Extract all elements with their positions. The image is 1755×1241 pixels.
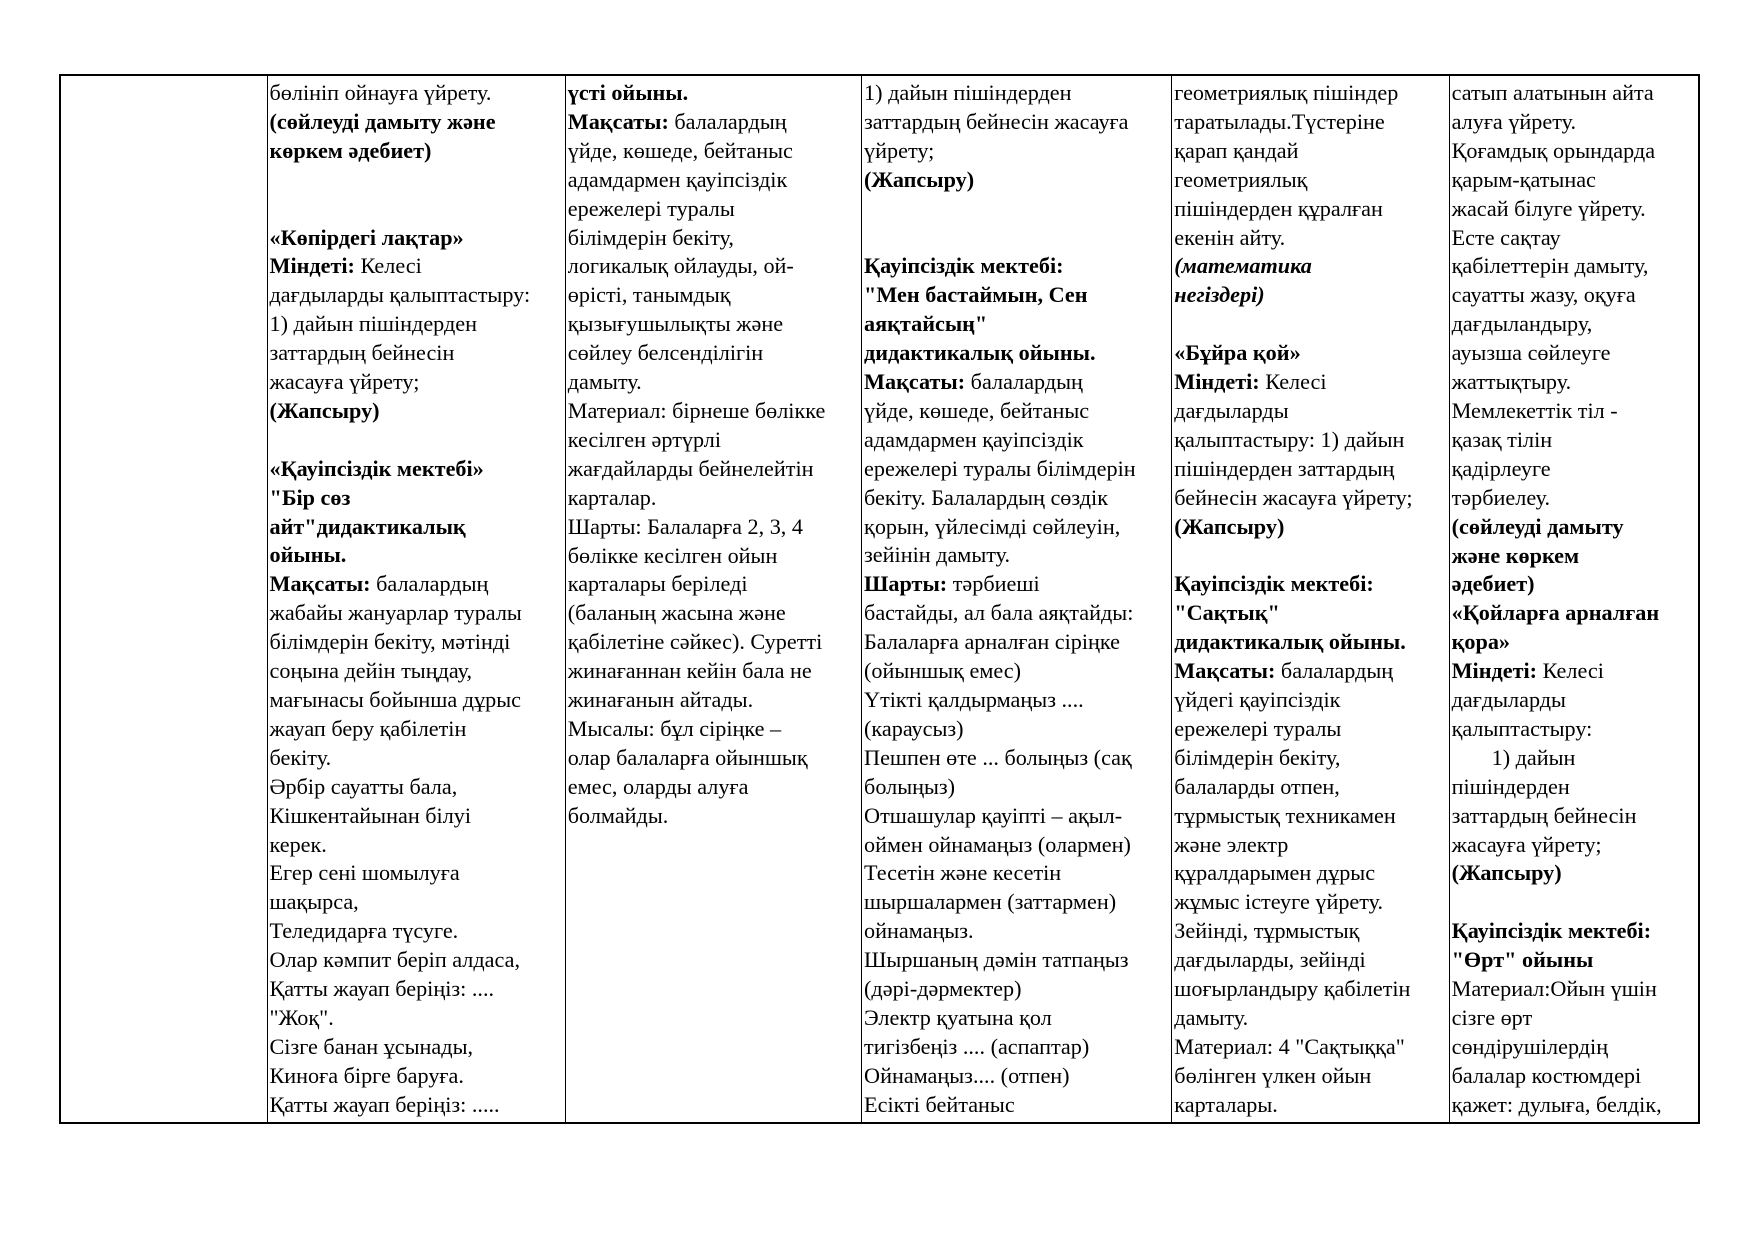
text-line: (караусыз) bbox=[864, 715, 964, 741]
text-line: карталары беріледі bbox=[567, 571, 748, 597]
line-text: балалардың bbox=[965, 369, 1083, 395]
text-line: Қатты жауап беріңіз: .... bbox=[269, 976, 495, 1002]
bold-label: Міндеті: bbox=[1174, 369, 1260, 395]
text-line: заттардың бейнесін жасауға bbox=[864, 108, 1129, 134]
text-line: көркем әдебиет) bbox=[269, 137, 432, 163]
text-line: тұрмыстық техникамен bbox=[1174, 802, 1396, 828]
text-line: дамыту. bbox=[1174, 1004, 1249, 1030]
text-line: (Жапсыру) bbox=[1451, 860, 1562, 886]
text-line: адамдармен қауіпсіздік bbox=[864, 426, 1084, 452]
text-line bbox=[568, 108, 861, 137]
text-line: "Сақтық" bbox=[1174, 600, 1280, 626]
text-line: ережелері туралы bbox=[1174, 715, 1342, 741]
text-line: жауап беру қабілетін bbox=[269, 715, 467, 741]
table-column-3 bbox=[566, 76, 862, 1122]
bold-label: Мақсаты: bbox=[864, 369, 966, 395]
text-line: зейінін дамыту. bbox=[864, 542, 1011, 568]
text-line: жасауға үйрету; bbox=[1451, 831, 1602, 857]
text-line: геометриялық bbox=[1174, 166, 1308, 192]
text-line: пішіндерден құралған bbox=[1174, 195, 1383, 221]
text-line: шақырса, bbox=[269, 889, 359, 915]
text-line: қажет: дулыға, белдік, bbox=[1451, 1091, 1662, 1117]
plan-table bbox=[59, 74, 1700, 1124]
text-line: құралдарымен дұрыс bbox=[1174, 860, 1376, 886]
text-line: жасауға үйрету; bbox=[269, 369, 420, 395]
text-line: және көркем bbox=[1451, 542, 1580, 568]
text-line: заттардың бейнесін bbox=[1451, 802, 1637, 828]
text-line: бастайды, ал бала аяқтайды: bbox=[864, 600, 1134, 626]
text-line: жинағаннан кейін бала не bbox=[567, 658, 812, 684]
text-line: олар балаларға ойыншық bbox=[567, 744, 808, 770]
line-text: балалардың bbox=[1275, 658, 1394, 684]
text-line: (Жапсыру) bbox=[1174, 513, 1285, 539]
text-line: "Бір сөз bbox=[269, 484, 351, 510]
text-line: карталары. bbox=[1174, 1091, 1278, 1117]
text-line: дағдыларды bbox=[1174, 397, 1289, 423]
text-line bbox=[864, 570, 1171, 599]
text-line bbox=[270, 570, 565, 599]
text-line: (Жапсыру) bbox=[864, 166, 975, 192]
text-line: сатып алатынын айта bbox=[1451, 80, 1654, 105]
text-line: сізге өрт bbox=[1451, 1004, 1533, 1030]
text-line: үйде, көшеде, бейтаныс bbox=[567, 137, 793, 163]
text-line: балалар костюмдері bbox=[1451, 1062, 1642, 1088]
text-line: бейнесін жасауға үйрету; bbox=[1174, 484, 1413, 510]
text-line: "Мен бастаймын, Сен bbox=[864, 282, 1088, 308]
table-column-2 bbox=[268, 76, 566, 1122]
text-line: (ойыншық емес) bbox=[864, 658, 1022, 684]
text-line: «Бұйра қой» bbox=[1174, 340, 1301, 366]
text-line: 1) дайын пішіндерден bbox=[864, 80, 1072, 105]
text-line: білімдерін бекіту, мәтінді bbox=[269, 629, 511, 655]
text-line: Егер сені шомылуға bbox=[269, 860, 460, 886]
text-line: балаларды отпен, bbox=[1174, 773, 1340, 799]
text-line: сауатты жазу, оқуға bbox=[1451, 282, 1636, 308]
text-line: бөлінген үлкен ойын bbox=[1174, 1062, 1372, 1088]
bold-label: Міндеті: bbox=[1451, 658, 1538, 684]
text-line: керек. bbox=[269, 831, 327, 857]
text-line: қабілетіне сәйкес). Суретті bbox=[567, 629, 823, 655]
text-line: «Көпірдегі лақтар» bbox=[269, 224, 464, 250]
text-line: ойыны. bbox=[269, 542, 347, 568]
text-line: және электр bbox=[1174, 831, 1289, 857]
text-line: үйдегі қауіпсіздік bbox=[1174, 687, 1341, 712]
text-line: адамдармен қауіпсіздік bbox=[567, 166, 788, 192]
text-line: жұмыс істеуге үйрету. bbox=[1174, 889, 1384, 915]
table-column-6 bbox=[1450, 76, 1698, 1122]
text-line bbox=[1174, 657, 1448, 686]
text-line: "Жоқ". bbox=[269, 1004, 334, 1030]
text-line: дағдыларды bbox=[1451, 687, 1566, 713]
text-line: қорын, үйлесімді сөйлеуін, bbox=[864, 513, 1121, 539]
table-column-4 bbox=[862, 76, 1172, 1122]
text-line: (дәрі-дәрмектер) bbox=[864, 976, 1022, 1002]
text-line: кесілген әртүрлі bbox=[567, 426, 722, 452]
text-line: геометриялық пішіндер bbox=[1174, 80, 1399, 105]
bold-label: Мақсаты: bbox=[567, 108, 669, 134]
text-line: Әрбір сауатты бала, bbox=[269, 773, 458, 799]
text-line: логикалық ойлауды, ой- bbox=[567, 253, 794, 279]
text-line bbox=[1452, 657, 1698, 686]
text-line: үсті ойыны. bbox=[567, 80, 689, 105]
text-line: үйде, көшеде, бейтаныс bbox=[864, 397, 1090, 423]
text-line: (математика bbox=[1174, 253, 1312, 279]
text-line: ережелері туралы bbox=[567, 195, 735, 221]
text-line: айт"дидактикалық bbox=[269, 513, 466, 539]
text-line: мағынасы бойынша дұрыс bbox=[269, 686, 522, 712]
text-line: ойнамаңыз. bbox=[864, 918, 974, 944]
text-line: бөлікке кесілген ойын bbox=[567, 542, 778, 568]
text-line: Қауіпсіздік мектебі: bbox=[1174, 571, 1374, 597]
text-line: үйрету; bbox=[864, 137, 935, 163]
text-line: әдебиет) bbox=[1451, 571, 1535, 597]
text-line: қарап қандай bbox=[1174, 137, 1299, 163]
text-line: Тесетін және кесетін bbox=[864, 860, 1062, 886]
text-line: "Өрт" ойыны bbox=[1451, 947, 1594, 973]
line-text: Келесі bbox=[1537, 658, 1604, 684]
text-line: қызығушылықты және bbox=[567, 311, 784, 337]
text-line bbox=[864, 368, 1171, 397]
text-line bbox=[1174, 368, 1448, 397]
line-text: Келесі bbox=[354, 253, 422, 279]
text-line bbox=[270, 426, 565, 455]
text-line: Есте сақтау bbox=[1451, 224, 1561, 250]
text-line: білімдерін бекіту, bbox=[567, 224, 734, 250]
text-line: Сізге банан ұсынады, bbox=[269, 1033, 474, 1059]
text-line: Қауіпсіздік мектебі: bbox=[1451, 918, 1652, 944]
text-line: Мемлекеттік тіл - bbox=[1451, 397, 1618, 423]
text-line bbox=[270, 195, 565, 224]
text-line bbox=[864, 224, 1171, 253]
text-line: бекіту. bbox=[269, 744, 332, 770]
text-line: дағдыларды қалыптастыру: bbox=[269, 282, 531, 308]
text-line: Киноға бірге баруға. bbox=[269, 1062, 464, 1088]
text-line: сөйлеу белсенділігін bbox=[567, 340, 764, 366]
text-line: бөлініп ойнауға үйрету. bbox=[269, 80, 492, 105]
text-line: (баланың жасына және bbox=[567, 600, 786, 626]
text-line: қадірлеуге bbox=[1451, 455, 1551, 481]
text-line: екенін айту. bbox=[1174, 224, 1286, 250]
text-line: дағдыландыру, bbox=[1451, 311, 1593, 337]
text-line bbox=[270, 252, 565, 281]
table-column-5 bbox=[1172, 76, 1449, 1122]
text-line: Үтікті қалдырмаңыз .... bbox=[864, 687, 1084, 712]
text-line: заттардың бейнесін bbox=[269, 340, 455, 366]
text-line: аяқтайсың" bbox=[864, 311, 988, 337]
text-line: оймен ойнамаңыз (олармен) bbox=[864, 831, 1131, 857]
text-line: Қауіпсіздік мектебі: bbox=[864, 253, 1064, 279]
text-line: емес, оларды алуға bbox=[567, 773, 749, 799]
text-line: тәрбиелеу. bbox=[1451, 484, 1551, 510]
text-line: дамыту. bbox=[567, 369, 642, 395]
text-line: Қатты жауап беріңіз: ..... bbox=[269, 1091, 500, 1117]
text-line: 1) дайын пішіндерден bbox=[269, 311, 477, 337]
text-line: Есікті бейтаныс bbox=[864, 1091, 1015, 1117]
text-line bbox=[1174, 541, 1448, 570]
line-text: Келесі bbox=[1259, 369, 1327, 395]
bold-label: Шарты: bbox=[864, 571, 948, 597]
text-line: ауызша сөйлеуге bbox=[1451, 340, 1611, 366]
text-line: қора» bbox=[1451, 629, 1511, 655]
text-line: дидактикалық ойыны. bbox=[864, 340, 1096, 366]
bold-label: Мақсаты: bbox=[269, 571, 371, 597]
text-line: Ойнамаңыз.... (отпен) bbox=[864, 1062, 1070, 1088]
text-line: бекіту. Балалардың сөздік bbox=[864, 484, 1108, 510]
text-line: қалыптастыру: 1) дайын bbox=[1174, 426, 1405, 452]
text-line: Қоғамдық орындарда bbox=[1451, 137, 1656, 163]
text-line: қарым-қатынас bbox=[1451, 166, 1596, 192]
text-line: карталар. bbox=[567, 484, 657, 510]
bold-label: Міндеті: bbox=[269, 253, 355, 279]
text-line: Балаларға арналған сіріңке bbox=[864, 629, 1120, 655]
text-line: алуға үйрету. bbox=[1451, 108, 1577, 134]
text-line: Олар кәмпит беріп алдаса, bbox=[269, 947, 521, 973]
text-line bbox=[864, 195, 1171, 224]
text-line: болмайды. bbox=[567, 802, 669, 828]
text-line: шоғырландыру қабілетін bbox=[1174, 976, 1411, 1002]
text-line: Зейінді, тұрмыстық bbox=[1174, 918, 1360, 944]
text-line: 1) дайын bbox=[1491, 744, 1576, 770]
text-line: жаттықтыру. bbox=[1451, 369, 1572, 395]
text-line: өрісті, танымдық bbox=[567, 282, 731, 308]
text-line: жабайы жануарлар туралы bbox=[269, 600, 522, 626]
text-line: Теледидарға түсуге. bbox=[269, 918, 459, 944]
text-line: жасай білуге үйрету. bbox=[1451, 195, 1646, 221]
text-line: пішіндерден заттардың bbox=[1174, 455, 1395, 481]
text-line: қазақ тілін bbox=[1451, 426, 1553, 452]
line-text: балалардың bbox=[370, 571, 489, 597]
text-line: дидактикалық ойыны. bbox=[1174, 629, 1406, 655]
bold-label: Мақсаты: bbox=[1174, 658, 1276, 684]
text-line: Кішкентайынан білуі bbox=[269, 802, 472, 828]
text-line: (сөйлеуді дамыту bbox=[1451, 513, 1624, 539]
text-line: тигізбеңіз .... (аспаптар) bbox=[864, 1033, 1090, 1059]
text-line: дағдыларды, зейінді bbox=[1174, 947, 1366, 973]
text-line: білімдерін бекіту, bbox=[1174, 744, 1341, 770]
text-line: Материал: бірнеше бөлікке bbox=[567, 397, 826, 423]
text-line: Пешпен өте ... болыңыз (сақ bbox=[864, 744, 1132, 770]
text-line: Материал:Ойын үшін bbox=[1451, 976, 1657, 1002]
text-line: Электр қуатына қол bbox=[864, 1004, 1052, 1030]
table-column-1 bbox=[61, 76, 268, 1122]
text-line: қалыптастыру: bbox=[1451, 715, 1593, 741]
text-line: пішіндерден bbox=[1451, 773, 1570, 799]
text-line: ережелері туралы білімдерін bbox=[864, 455, 1136, 481]
text-line: соңына дейін тыңдау, bbox=[269, 658, 472, 684]
text-line: Мысалы: бұл сіріңке – bbox=[567, 715, 782, 741]
text-line: жағдайларды бейнелейтін bbox=[567, 455, 814, 481]
text-line: Шыршаның дәмін татпаңыз bbox=[864, 947, 1129, 973]
text-line: негіздері) bbox=[1174, 282, 1265, 308]
text-line bbox=[1174, 310, 1448, 339]
text-line: сөндірушілердің bbox=[1451, 1033, 1609, 1059]
text-line: шыршалармен (заттармен) bbox=[864, 889, 1117, 915]
text-line: Материал: 4 "Сақтыққа" bbox=[1174, 1033, 1405, 1059]
line-text: тәрбиеші bbox=[947, 571, 1040, 597]
line-text: балалардың bbox=[668, 108, 787, 134]
text-line: қабілеттерін дамыту, bbox=[1451, 253, 1649, 279]
text-line: (Жапсыру) bbox=[269, 397, 380, 423]
text-line: болыңыз) bbox=[864, 773, 956, 799]
text-line bbox=[1452, 888, 1698, 917]
text-line: «Қауіпсіздік мектебі» bbox=[269, 455, 484, 481]
text-line: «Қойларға арналған bbox=[1451, 600, 1660, 626]
text-line: Шарты: Балаларға 2, 3, 4 bbox=[567, 513, 803, 539]
text-line: Отшашулар қауіпті – ақыл- bbox=[864, 802, 1123, 828]
text-line: (сөйлеуді дамыту және bbox=[269, 108, 496, 134]
text-line bbox=[270, 166, 565, 195]
text-line: жинағанын айтады. bbox=[567, 687, 754, 713]
text-line: таратылады.Түстеріне bbox=[1174, 108, 1385, 134]
